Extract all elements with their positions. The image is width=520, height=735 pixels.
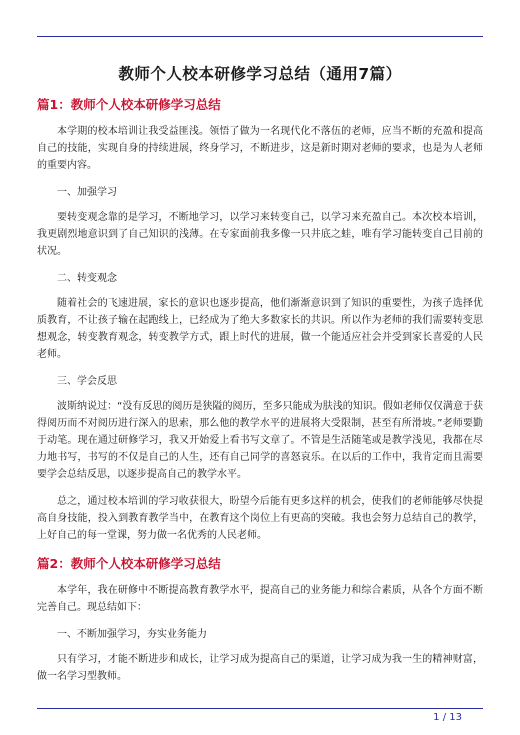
- page-number: 1 / 13: [433, 712, 462, 723]
- subheading: 三、学会反思: [57, 376, 117, 387]
- header-rule: [37, 36, 483, 37]
- paragraph: 随着社会的飞速进展，家长的意识也逐步提高，他们渐渐意识到了知识的重要性，为孩子选择优质教育，不让孩子输在起跑线上，已经成为了绝大多数家长的共识。所以作为老师的我们需要转变思想观念，转变教育观念，转变教学方式，跟上时代的进展，做一个能适应社会并受到家长喜爱的人民老师。: [37, 298, 483, 360]
- paragraph: 要转变观念靠的是学习，不断地学习，以学习来转变自己，以学习来充盈自己。本次校本培训，我更剧烈地意识到了自己知识的浅薄。在专家面前我多像一只井底之蛙，唯有学习能转变自己目前的状况。: [37, 212, 483, 257]
- section-heading: 篇2：教师个人校本研修学习总结: [37, 556, 221, 571]
- document-body: [37, 62, 483, 695]
- paragraph: 总之，通过校本培训的学习收获很大，盼望今后能有更多这样的机会，使我们的老师能够尽快提高自身技能，投入到教育教学当中，在教育这个岗位上有更高的突破。我也会努力总结自己的教学，上好自己的每一堂课，努力做一名优秀的人民老师。: [37, 496, 483, 541]
- footer-rule: [37, 708, 483, 709]
- subheading: 二、转变观念: [57, 273, 117, 284]
- paragraph: 波斯纳说过：“没有反思的阅历是狭隘的阅历，至多只能成为肤浅的知识。假如老师仅仅满意于获得阅历而不对阅历进行深入的思索，那么他的教学水平的进展将大受限制，甚至有所滑坡。”老师要勤于动笔。现在通过研修学习，我又开始爱上看书写文章了。不管是生活随笔或是教学浅见，我都在尽力地书写，书写的不仅是自己的人生，还有自己同学的喜怒哀乐。在以后的工作中，我肯定而且需要要学会总结反思，以逐步提高自己的教学水平。: [37, 401, 483, 480]
- paragraph: 只有学习，才能不断进步和成长，让学习成为提高自己的渠道，让学习成为我一生的精神财富，做一名学习型教师。: [37, 654, 483, 682]
- section-heading: 篇1：教师个人校本研修学习总结: [37, 97, 221, 112]
- paragraph: 本学年，我在研修中不断提高教育教学水平，提高自己的业务能力和综合素质，从各个方面不断完善自己。现总结如下：: [37, 585, 483, 613]
- subheading: 一、加强学习: [57, 187, 117, 198]
- subheading: 一、不断加强学习，夯实业务能力: [57, 629, 207, 640]
- document-title: 教师个人校本研修学习总结（通用7篇）: [118, 65, 402, 83]
- paragraph: 本学期的校本培训让我受益匪浅。领悟了做为一名现代化不落伍的老师，应当不断的充盈和提高自己的技能，实现自身的持续进展，终身学习，不断进步，这是新时期对老师的要求，也是为人老师的重要内容。: [37, 126, 483, 171]
